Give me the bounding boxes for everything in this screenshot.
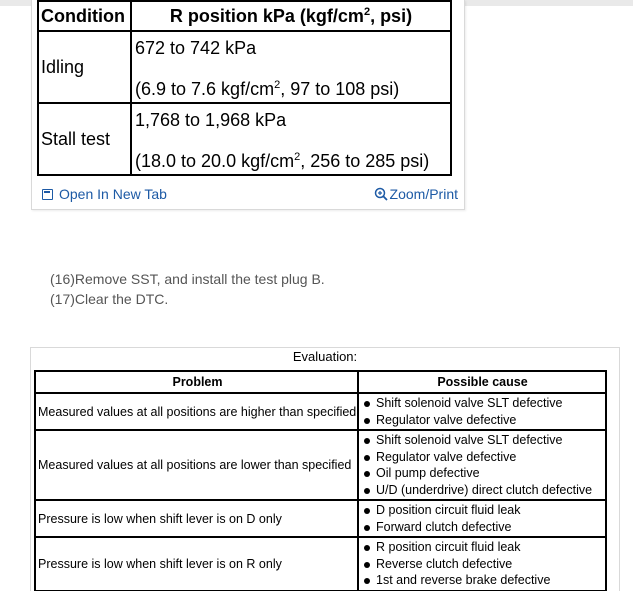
list-item: Regulator valve defective bbox=[362, 412, 603, 429]
zoom-icon bbox=[374, 187, 388, 201]
table-footer bbox=[32, 183, 464, 207]
table-row bbox=[38, 103, 451, 175]
problem-cell: Pressure is low when shift lever is on R only bbox=[35, 537, 358, 591]
open-in-new-tab-link[interactable] bbox=[42, 186, 167, 202]
cause-list bbox=[362, 395, 603, 428]
list-item: Shift solenoid valve SLT defective bbox=[362, 432, 603, 449]
step-17: (17)Clear the DTC. bbox=[50, 291, 169, 307]
evaluation-table bbox=[34, 370, 607, 591]
header-problem: Problem bbox=[35, 371, 358, 393]
condition-cell: Stall test bbox=[38, 103, 131, 175]
list-item: Regulator valve defective bbox=[362, 449, 603, 466]
evaluation-title: Evaluation: bbox=[292, 349, 358, 364]
new-tab-icon bbox=[42, 189, 53, 200]
cause-list bbox=[362, 502, 603, 535]
table-row bbox=[35, 430, 606, 500]
header-possible-cause: Possible cause bbox=[358, 371, 606, 393]
pressure-table-panel bbox=[31, 0, 465, 210]
list-item: R position circuit fluid leak bbox=[362, 539, 603, 556]
cause-list bbox=[362, 539, 603, 589]
table-row bbox=[35, 393, 606, 430]
procedure-steps bbox=[50, 269, 325, 309]
cause-cell bbox=[358, 537, 606, 591]
pressure-table-header-row bbox=[38, 1, 451, 31]
header-r-position: R position kPa ($kgf/cm^2$, psi) bbox=[131, 1, 451, 31]
list-item: Shift solenoid valve SLT defective bbox=[362, 395, 603, 412]
value-converted: (6.9 to 7.6 kgf/$cm^2$, 97 to 108 psi) bbox=[135, 79, 400, 99]
list-item: U/D (underdrive) direct clutch defective bbox=[362, 482, 603, 499]
zoom-print-label: Zoom/Print bbox=[389, 186, 458, 202]
cause-cell bbox=[358, 500, 606, 537]
problem-cell: Measured values at all positions are lower than specified bbox=[35, 430, 358, 500]
list-item: Reverse clutch defective bbox=[362, 556, 603, 573]
evaluation-panel bbox=[30, 347, 620, 591]
zoom-print-link[interactable] bbox=[374, 186, 458, 202]
value-cell bbox=[131, 103, 451, 175]
step-16: (16)Remove SST, and install the test plug B. bbox=[50, 271, 325, 287]
cause-list bbox=[362, 432, 603, 498]
value-kpa: 672 to 742 kPa bbox=[135, 38, 257, 58]
evaluation-header-row bbox=[35, 371, 606, 393]
table-row bbox=[38, 31, 451, 103]
condition-cell: Idling bbox=[38, 31, 131, 103]
list-item: Forward clutch defective bbox=[362, 519, 603, 536]
cause-cell bbox=[358, 430, 606, 500]
table-row bbox=[35, 500, 606, 537]
open-in-new-tab-label: Open In New Tab bbox=[59, 186, 167, 202]
list-item: 1st and reverse brake defective bbox=[362, 572, 603, 589]
header-condition: Condition bbox=[38, 1, 131, 31]
value-kpa: 1,768 to 1,968 kPa bbox=[135, 110, 287, 130]
problem-cell: Measured values at all positions are higher than specified bbox=[35, 393, 358, 430]
cause-cell bbox=[358, 393, 606, 430]
pressure-table bbox=[37, 0, 452, 176]
problem-cell: Pressure is low when shift lever is on D only bbox=[35, 500, 358, 537]
table-row bbox=[35, 537, 606, 591]
list-item: Oil pump defective bbox=[362, 465, 603, 482]
value-cell bbox=[131, 31, 451, 103]
value-converted: (18.0 to 20.0 kgf/$cm^2$, 256 to 285 psi) bbox=[135, 151, 430, 171]
list-item: D position circuit fluid leak bbox=[362, 502, 603, 519]
